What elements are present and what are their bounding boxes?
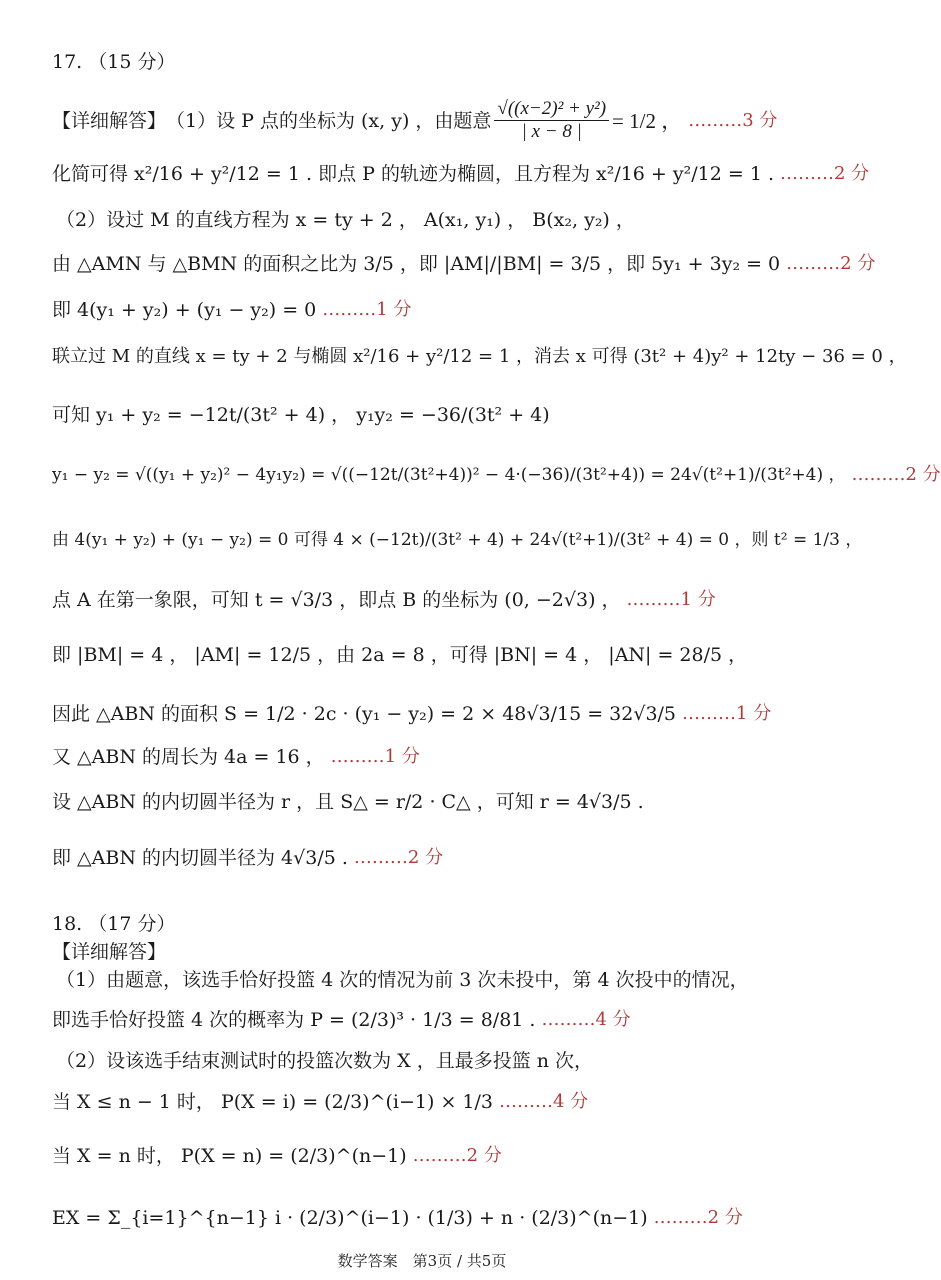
- q17-l8-score: ………2 分: [851, 464, 941, 485]
- q17-line-11: 即 |BM| = 4 ， |AM| = 12/5 ，由 2a = 8 ，可得 |BN| = 4 ， |AN| = 28/5 ，: [52, 644, 748, 666]
- q18-detail-label: 【详细解答】: [52, 941, 167, 963]
- q18-line-1: （1）由题意，该选手恰好投篮 4 次的情况为前 3 次未投中，第 4 次投中的情况，: [56, 969, 749, 991]
- q17-line-4: 由 △AMN 与 △BMN 的面积之比为 3/5 ，即 |AM|/|BM| = 3/5 ，即 5y₁ + 3y₂ = 0 ………2 分: [52, 253, 876, 275]
- q17-line-3: （2）设过 M 的直线方程为 x = ty + 2 ， A(x₁, y₁) ， B(x₂, y₂) ，: [56, 209, 635, 231]
- q17-l2-score: ………2 分: [780, 163, 870, 184]
- q18-l2-score: ………4 分: [541, 1009, 631, 1030]
- q17-l13-score: ………1 分: [330, 746, 420, 767]
- q17-l12-score: ………1 分: [682, 703, 772, 724]
- q17-line-13: 又 △ABN 的周长为 4a = 16 ， ………1 分: [52, 746, 420, 768]
- q18-l6-score: ………2 分: [653, 1207, 743, 1228]
- q17-l1-score: ………3 分: [688, 109, 778, 131]
- q17-line-10: 点 A 在第一象限，可知 t = √3/3 ，即点 B 的坐标为 (0, −2√3) ， ………1 分: [52, 589, 716, 611]
- q17-line-7: 可知 y₁ + y₂ = −12t/(3t² + 4) ， y₁y₂ = −36/(3t² + 4): [52, 404, 550, 426]
- q18-line-5: 当 X = n 时， P(X = n) = (2/3)^(n−1) ………2 分: [52, 1145, 502, 1167]
- q17-l10-score: ………1 分: [626, 589, 716, 610]
- q17-l15-score: ………2 分: [353, 847, 444, 868]
- q17-line-6: 联立过 M 的直线 x = ty + 2 与椭圆 x²/16 + y²/12 = 1 ，消去 x 可得 (3t² + 4)y² + 12ty − 36 = 0 ，: [52, 346, 907, 367]
- q17-line-8: y₁ − y₂ = √((y₁ + y₂)² − 4y₁y₂) = √((−12t/(3t²+4))² − 4·(−36)/(3t²+4)) = 24√(t²+1)/(3t²+4) ， ………2 分: [52, 464, 941, 485]
- q18-header: 18. （17 分）: [52, 913, 176, 935]
- q17-line-12: 因此 △ABN 的面积 S = 1/2 · 2c · (y₁ − y₂) = 2 × 48√3/15 = 32√3/5 ………1 分: [52, 703, 772, 725]
- q17-header: 17. （15 分）: [52, 51, 176, 73]
- q17-line-1: 【详细解答】 （1）设 P 点的坐标为 (x, y) ，由题意 $\frac{\text{√((x−2)² + y²)}}{| x - 8 |}$ = 1/2 ， ………3 分: [52, 98, 778, 142]
- q17-detail-label: 【详细解答】: [52, 109, 167, 132]
- q18-l4-score: ………4 分: [499, 1091, 589, 1112]
- q18-line-4: 当 X ≤ n − 1 时， P(X = i) = (2/3)^(i−1) × 1/3 ………4 分: [52, 1091, 589, 1113]
- q17-line-14: 设 △ABN 的内切圆半径为 r ，且 S△ = r/2 · C△ ，可知 r = 4√3/5 .: [52, 791, 644, 813]
- q18-line-6: EX = Σ_{i=1}^{n−1} i · (2/3)^(i−1) · (1/3) + n · (2/3)^(n−1) ………2 分: [52, 1207, 743, 1229]
- q18-line-2: 即选手恰好投篮 4 次的概率为 P = (2/3)³ · 1/3 = 8/81 . ………4 分: [52, 1009, 631, 1031]
- q17-l1-text: （1）设 P 点的坐标为 (x, y) ，由题意: [166, 109, 492, 132]
- q17-line-2: 化简可得 x²/16 + y²/12 = 1 . 即点 P 的轨迹为椭圆，且方程为 x²/16 + y²/12 = 1 . ………2 分: [52, 163, 870, 185]
- q18-line-3: （2）设该选手结束测试时的投篮次数为 X ，且最多投篮 n 次，: [56, 1050, 594, 1072]
- q17-l1-fraction: $\frac{\text{√((x−2)² + y²)}}{| x - 8 |}$: [494, 98, 609, 143]
- q17-line-9: 由 4(y₁ + y₂) + (y₁ − y₂) = 0 可得 4 × (−12t)/(3t² + 4) + 24√(t²+1)/(3t² + 4) = 0 ，则 t² = 1/3 ，: [52, 530, 863, 550]
- page-footer: 数学答案 第3页 / 共5页: [337, 1252, 507, 1270]
- q17-l5-score: ………1 分: [322, 299, 412, 320]
- q17-l4-score: ………2 分: [786, 253, 876, 274]
- q17-line-15: 即 △ABN 的内切圆半径为 4√3/5 . ………2 分: [52, 847, 444, 869]
- q17-line-5: 即 4(y₁ + y₂) + (y₁ − y₂) = 0 ………1 分: [52, 299, 412, 321]
- q18-l5-score: ………2 分: [412, 1145, 502, 1166]
